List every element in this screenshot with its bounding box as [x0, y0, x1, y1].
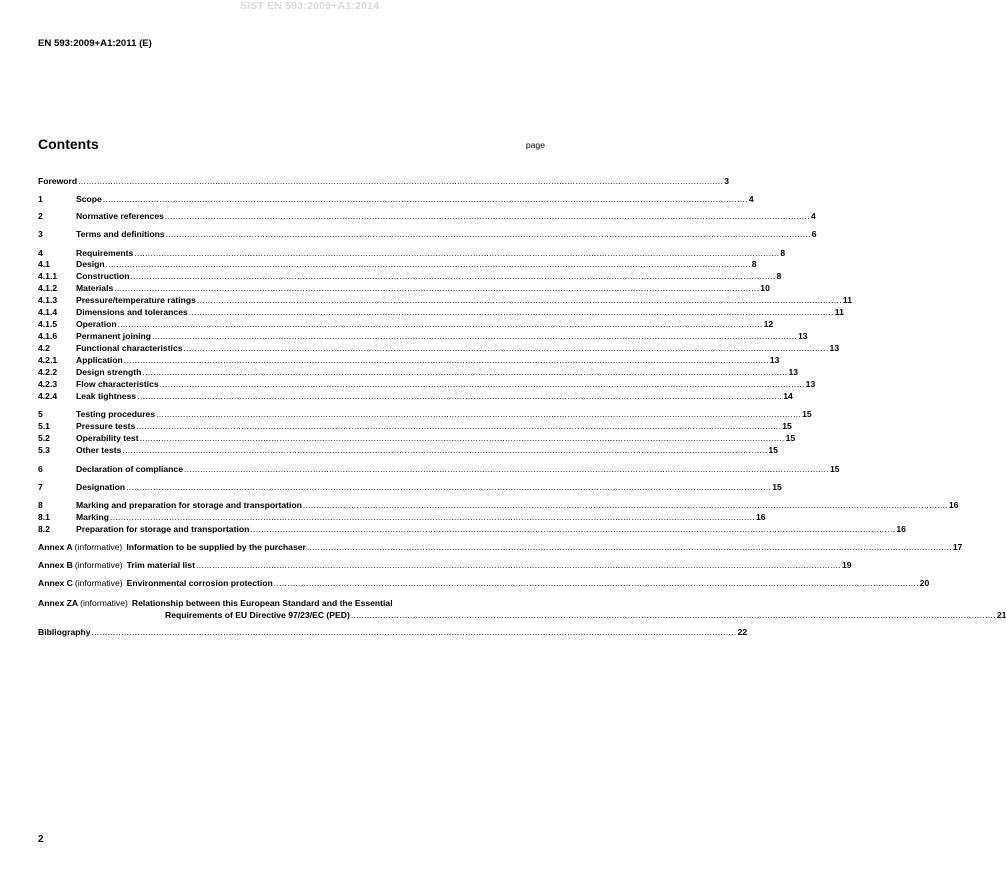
toc-entry-title: Normative references: [76, 211, 164, 221]
dot-leader: ................................................................................................................................................................................................................................................: [183, 343, 829, 353]
dot-leader: ................................................................................................................................................................................................................................................: [109, 512, 755, 522]
toc-entry-title-wrap: [76, 379, 806, 390]
toc-entry-page: 6: [811, 229, 817, 239]
annex-page: 21: [996, 610, 1006, 620]
toc-entry[interactable]: [38, 524, 906, 535]
annex-type: (informative): [80, 598, 128, 608]
toc-entry-page: 16: [755, 512, 766, 522]
toc-entry-title: Leak tightness: [76, 391, 137, 401]
toc-entry-title: Testing procedures: [76, 409, 156, 419]
toc-entry-title-wrap: [76, 355, 770, 366]
toc-entry[interactable]: [38, 482, 782, 493]
dot-leader: ................................................................................................................................................................................................................................................: [142, 367, 788, 377]
toc-entry[interactable]: [38, 421, 792, 432]
dot-leader: ................................................................................................................................................................................................................................................: [123, 355, 769, 365]
toc-entry-number: 4.2.4: [38, 391, 58, 401]
toc-entry-number: 4.1: [38, 259, 50, 269]
toc-entry-number: 4.2: [38, 343, 50, 353]
toc-entry[interactable]: [38, 343, 840, 354]
toc-entry-title: Permanent joining: [76, 331, 151, 341]
toc-entry-page: 4: [748, 194, 754, 204]
toc-entry-page: 13: [805, 379, 816, 389]
toc-entry-page: 8: [776, 271, 782, 281]
toc-entry[interactable]: [38, 409, 812, 420]
bibliography-page: 22: [737, 627, 748, 637]
toc-entry-title-wrap: [76, 433, 786, 444]
annex-page: 17: [952, 542, 963, 552]
toc-entry[interactable]: [38, 283, 770, 294]
toc-entry-title: Design strength: [76, 367, 142, 377]
toc-entry-number: 4.1.3: [38, 295, 58, 305]
toc-entry[interactable]: [38, 379, 816, 390]
dot-leader: ................................................................................................................................................................................................................................................: [250, 524, 896, 534]
toc-entry-number: 5.3: [38, 445, 50, 455]
toc-entry-title-wrap: [76, 331, 798, 342]
toc-entry[interactable]: [38, 319, 774, 330]
toc-entry-title: Requirements: [76, 248, 134, 258]
toc-entry-page: 16: [896, 524, 906, 534]
toc-entry-page: 15: [830, 464, 840, 474]
annex-page: 19: [841, 560, 852, 570]
dot-leader: ................................................................................................................................................................................................................................................: [126, 482, 772, 492]
toc-entry-title-wrap: [76, 500, 949, 511]
toc-entry-number: 1: [38, 194, 43, 204]
dot-leader: ................................................................................................................................................................................................................................................: [130, 271, 776, 281]
toc-entry[interactable]: [38, 367, 799, 378]
toc-entry-title: Application: [76, 355, 123, 365]
toc-entry-title: Designation: [76, 482, 126, 492]
toc-entry-number: 4: [38, 248, 43, 258]
annex-title: Environmental corrosion protection: [126, 578, 273, 588]
toc-entry-page: 4: [810, 211, 816, 221]
annex-title: Relationship between this European Standard and the Essential: [131, 598, 393, 608]
toc-entry-page: 15: [782, 421, 792, 431]
toc-entry[interactable]: [38, 307, 844, 318]
bibliography-title-wrap: [38, 627, 738, 638]
dot-leader: ................................................................................................................................................................................................................................................: [117, 319, 763, 329]
toc-entry-number: 3: [38, 229, 43, 239]
dot-leader: ................................................................................................................................................................................................................................................: [105, 259, 751, 269]
toc-entry[interactable]: [38, 295, 853, 306]
toc-entry-title-wrap: [76, 482, 772, 493]
dot-leader: ................................................................................................................................................................................................................................................: [350, 610, 996, 620]
toc-bibliography[interactable]: [38, 627, 748, 638]
toc-entry[interactable]: [38, 445, 778, 456]
toc-annex-entry[interactable]: [38, 578, 930, 589]
page-column-label: page: [525, 140, 545, 150]
toc-entry-title-wrap: [76, 445, 768, 456]
toc-entry-title: Foreword: [38, 176, 78, 186]
toc-entry[interactable]: [38, 433, 796, 444]
dot-leader: ................................................................................................................................................................................................................................................: [136, 421, 782, 431]
annex-label: Annex A: [38, 542, 73, 552]
dot-leader: ................................................................................................................................................................................................................................................: [134, 248, 780, 258]
toc-entry-page: 15: [785, 433, 796, 443]
toc-entry-title: Declaration of compliance: [76, 464, 183, 474]
toc-entry[interactable]: [38, 271, 782, 282]
dot-leader: ................................................................................................................................................................................................................................................: [196, 295, 842, 305]
toc-entry-title: Pressure/temperature ratings: [76, 295, 196, 305]
toc-entry-title-wrap: [76, 343, 830, 354]
toc-entry-title: Pressure tests: [76, 421, 136, 431]
dot-leader: ................................................................................................................................................................................................................................................: [151, 331, 797, 341]
toc-entry-title: Flow characteristics: [76, 379, 159, 389]
toc-entry-page: 13: [829, 343, 840, 353]
dot-leader: ................................................................................................................................................................................................................................................: [91, 627, 737, 637]
toc-entry-number: 4.1.1: [38, 271, 58, 281]
toc-entry-title-wrap: [76, 271, 777, 282]
dot-leader: ................................................................................................................................................................................................................................................: [156, 409, 802, 419]
toc-entry[interactable]: [38, 500, 959, 511]
dot-leader: ................................................................................................................................................................................................................................................: [165, 229, 811, 239]
toc-entry-title-wrap: [76, 512, 756, 523]
toc-entry-title-wrap: [76, 229, 812, 240]
toc-entry-title: Construction: [76, 271, 130, 281]
toc-entry-page: 13: [798, 331, 808, 341]
toc-entry-number: 4.1.5: [38, 319, 58, 329]
toc-entry-title: Design: [76, 259, 105, 269]
dot-leader: ................................................................................................................................................................................................................................................: [114, 283, 760, 293]
dot-leader: ................................................................................................................................................................................................................................................: [78, 176, 724, 186]
toc-entry[interactable]: [38, 464, 840, 475]
toc-entry-title: Preparation for storage and transportation: [76, 524, 250, 534]
toc-entry-number: 8.2: [38, 524, 50, 534]
annex-label: Annex C: [38, 578, 73, 588]
toc-entry-title: Terms and definitions: [76, 229, 165, 239]
toc-entry-number: 5.1: [38, 421, 50, 431]
bibliography-title: Bibliography: [38, 627, 91, 637]
page-number: 2: [38, 834, 44, 845]
toc-entry-page: 8: [780, 248, 786, 258]
dot-leader: ................................................................................................................................................................................................................................................: [159, 379, 805, 389]
toc-entry-title-wrap: [76, 464, 830, 475]
toc-entry-page: 11: [842, 295, 853, 305]
contents-title: Contents: [38, 136, 99, 152]
annex-type: (informative): [74, 560, 123, 570]
toc-entry-number: 7: [38, 482, 43, 492]
toc-entry-title-wrap: [76, 421, 782, 432]
toc-entry-title: Functional characteristics: [76, 343, 183, 353]
toc-entry-page: 3: [724, 176, 729, 186]
toc-entry-page: 15: [802, 409, 812, 419]
watermark: SIST EN 593:2009+A1:2014: [239, 0, 380, 12]
toc-entry-number: 4.2.1: [38, 355, 58, 365]
toc-entry-title: Dimensions and tolerances: [76, 307, 188, 317]
toc-entry-title-wrap: [76, 524, 896, 535]
toc-entry-number: 4.1.6: [38, 331, 58, 341]
dot-leader: ................................................................................................................................................................................................................................................: [102, 194, 748, 204]
toc-entry-number: 5.2: [38, 433, 50, 443]
toc-entry-title-wrap: [76, 295, 843, 306]
toc-entry-title-wrap: [76, 319, 764, 330]
document-id: EN 593:2009+A1:2011 (E): [38, 38, 152, 49]
toc-entry-page: 10: [760, 283, 770, 293]
toc-entry-page: 14: [783, 391, 793, 401]
annex-title: Trim material list: [126, 560, 195, 570]
toc-entry-title: Marking: [76, 512, 109, 522]
toc-entry[interactable]: [38, 176, 729, 187]
dot-leader: ................................................................................................................................................................................................................................................: [273, 578, 919, 588]
toc-entry-page: 8: [751, 259, 757, 269]
toc-entry-number: 4.2.2: [38, 367, 58, 377]
toc-entry[interactable]: [38, 248, 786, 259]
toc-entry-title: Operability test: [76, 433, 139, 443]
toc-annex-entry[interactable]: [38, 598, 545, 609]
toc-entry[interactable]: [38, 211, 816, 222]
toc-entry-title-wrap: [76, 409, 802, 420]
annex-title-wrap: [38, 610, 997, 621]
toc-entry[interactable]: [38, 259, 757, 270]
toc-entry-title-wrap: [76, 211, 811, 222]
toc-entry-page: 12: [763, 319, 774, 329]
annex-type: (informative): [74, 578, 123, 588]
annex-title-wrap: [38, 578, 920, 589]
toc-entry-title-wrap: [76, 248, 780, 259]
toc-entry-title: Operation: [76, 319, 117, 329]
toc-entry-page: 15: [772, 482, 782, 492]
toc-entry-title-wrap: [76, 307, 835, 318]
toc-entry-title-wrap: [76, 391, 783, 402]
dot-leader: ................................................................................................................................................................................................................................................: [195, 560, 841, 570]
toc-entry-number: 5: [38, 409, 43, 419]
toc-entry-title-wrap: [38, 176, 724, 187]
toc-entry[interactable]: [38, 331, 808, 342]
toc-entry[interactable]: [38, 355, 780, 366]
toc-entry-title: Other tests: [76, 445, 122, 455]
dot-leader: ................................................................................................................................................................................................................................................: [137, 391, 783, 401]
toc-entry-page: 11: [834, 307, 844, 317]
toc-annex-entry[interactable]: [38, 560, 852, 571]
annex-title: Information to be supplied by the purchaser: [126, 542, 306, 552]
toc-entry[interactable]: [38, 229, 817, 240]
toc-entry[interactable]: [38, 391, 793, 402]
toc-entry[interactable]: [38, 194, 754, 205]
toc-entry-page: 15: [768, 445, 778, 455]
dot-leader: ................................................................................................................................................................................................................................................: [122, 445, 768, 455]
toc-entry-number: 8: [38, 500, 43, 510]
annex-title-line2: Requirements of EU Directive 97/23/EC (PED): [165, 610, 350, 620]
toc-entry-title: Scope: [76, 194, 102, 204]
annex-label: Annex B: [38, 560, 73, 570]
toc-entry-title: Marking and preparation for storage and transportation: [76, 500, 302, 510]
toc-entry-number: 2: [38, 211, 43, 221]
toc-entry-number: 4.1.2: [38, 283, 58, 293]
toc-entry-number: 6: [38, 464, 43, 474]
toc-entry-title: Materials: [76, 283, 114, 293]
dot-leader: ................................................................................................................................................................................................................................................: [164, 211, 810, 221]
toc-entry-page: 13: [769, 355, 780, 365]
toc-entry-page: 16: [948, 500, 959, 510]
toc-annex-entry[interactable]: [38, 542, 963, 553]
toc-entry-title-wrap: [76, 283, 760, 294]
toc-entry-title-wrap: [76, 259, 752, 270]
dot-leader: ................................................................................................................................................................................................................................................: [302, 500, 948, 510]
dot-leader: ................................................................................................................................................................................................................................................: [188, 307, 834, 317]
annex-title-wrap: [38, 542, 953, 553]
toc-entry[interactable]: [38, 512, 766, 523]
toc-entry-title-wrap: [76, 194, 749, 205]
dot-leader: ................................................................................................................................................................................................................................................: [306, 542, 952, 552]
toc-annex-entry-continued[interactable]: [38, 610, 1006, 621]
toc-entry-page: 13: [788, 367, 799, 377]
dot-leader: ................................................................................................................................................................................................................................................: [139, 433, 785, 443]
dot-leader: ................................................................................................................................................................................................................................................: [183, 464, 830, 474]
toc-entry-number: 4.1.4: [38, 307, 58, 317]
annex-page: 20: [919, 578, 930, 588]
toc-entry-number: 8.1: [38, 512, 50, 522]
annex-type: (informative): [74, 542, 123, 552]
annex-title-wrap: [38, 560, 842, 571]
toc-entry-number: 4.2.3: [38, 379, 58, 389]
annex-label: Annex ZA: [38, 598, 79, 608]
toc-entry-title-wrap: [76, 367, 788, 378]
